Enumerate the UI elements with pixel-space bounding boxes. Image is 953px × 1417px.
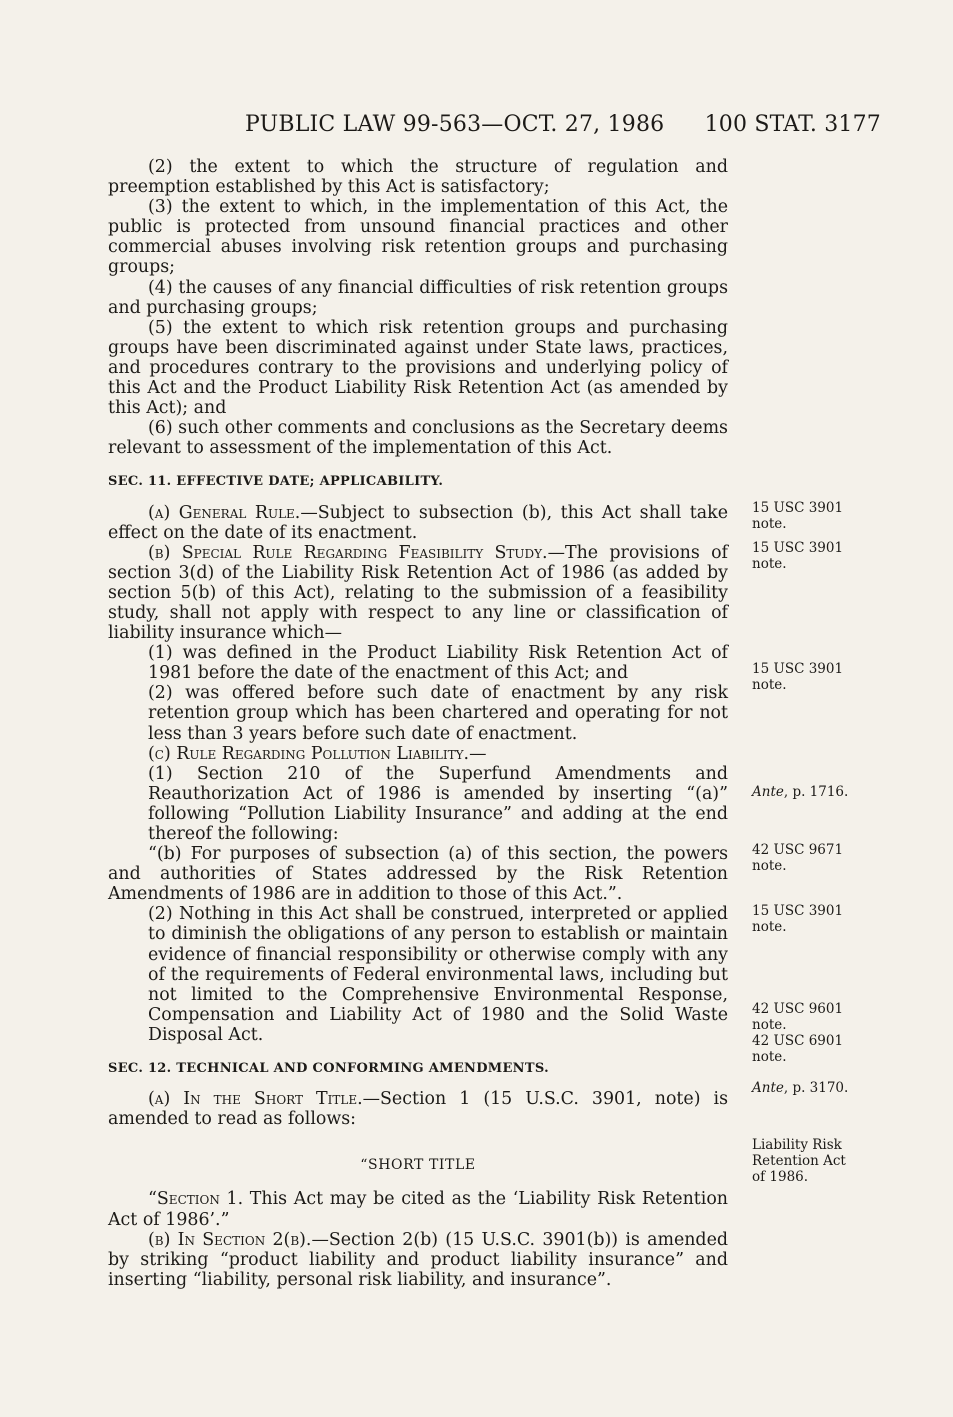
section-heading: SEC. 12. TECHNICAL AND CONFORMING AMENDMENTS. — [108, 1061, 549, 1077]
body-text — [108, 157, 728, 1290]
margin-note: 15 USC 3901 note. — [752, 500, 844, 532]
margin-note: 42 USC 6901 note. — [752, 1033, 844, 1065]
paragraph — [108, 503, 728, 543]
margin-note: 42 USC 9671 note. — [752, 842, 844, 874]
paragraph — [108, 1230, 728, 1290]
paragraph — [108, 1089, 728, 1129]
paragraph: (4) the causes of any financial difficulties of risk retention groups and purchasing groups; — [108, 277, 728, 318]
margin-note: 42 USC 9601 note. — [752, 1001, 844, 1033]
paragraph: (6) such other comments and conclusions as the Secretary deems relevant to assessment of the implementation of this Act. — [108, 418, 728, 459]
quoted-paragraph: “(b) For purposes of subsection (a) of this section, the powers and authorities of States addressed by the Risk Retention Amendments of 1986 are in addition to those of this Act.”. — [108, 844, 728, 905]
subsection-heading: (a) In the Short Title. — [148, 1089, 363, 1110]
margin-note: 15 USC 3901 note. — [752, 903, 844, 935]
paragraph: (2) Nothing in this Act shall be construed, interpreted or applied to diminish the obligations of any person to establish or maintain evidence of financial responsibility or otherwise comply with any of the requirements of Federal environmental laws, including but not limited to the Comprehensive Environmental Response, Compensation and Liability Act of 1980 and the Solid Waste Disposal Act. — [148, 904, 728, 1045]
page-number: 100 STAT. 3177 — [704, 112, 881, 137]
subsection-text: —The provisions of section 3(d) of the Liability Risk Retention Act of 1986 (as added by section 5(b) of this Act), relating to the submission of a feasibility study, shall not apply with respect to any line or classification of liability insurance which— — [108, 542, 728, 644]
paragraph: (1) Section 210 of the Superfund Amendments and Reauthorization Act of 1986 is amended by inserting “(a)” following “Pollution Liability Insurance” and adding at the end thereof the following: — [148, 763, 728, 844]
running-header-title: PUBLIC LAW 99-563—OCT. 27, 1986 — [245, 112, 665, 137]
subsection-text: —Subject to subsection (b), this Act shall take effect on the date of its enactment. — [108, 502, 728, 543]
subsection-heading: (b) Special Rule Regarding Feasibility Study. — [148, 542, 548, 563]
margin-note: Ante, p. 3170. — [752, 1080, 849, 1096]
paragraph: (5) the extent to which risk retention groups and purchasing groups have been discriminated against under State laws, practices, and procedures contrary to the provisions and underlying policy of this Act and the Product Liability Risk Retention Act (as amended by this Act); and — [108, 317, 728, 419]
margin-note: 15 USC 3901 note. — [752, 661, 844, 693]
subsection-text: This Act may be cited as the ‘Liability Risk Retention Act of 1986’.” — [108, 1189, 728, 1230]
paragraph: (3) the extent to which, in the implementation of this Act, the public is protected from unsound financial practices and other commercial abuses involving risk retention groups and purchasing groups; — [108, 197, 728, 278]
paragraph — [108, 744, 728, 764]
subsection-text: — — [469, 743, 487, 764]
subsection-heading: (a) General Rule. — [148, 502, 301, 523]
subsection-heading: (c) Rule Regarding Pollution Liability. — [148, 743, 470, 764]
paragraph: (2) was offered before such date of enactment by any risk retention group which has been chartered and operating for not less than 3 years before such date of enactment. — [148, 683, 728, 744]
margin-note: Ante, p. 1716. — [752, 784, 849, 800]
subsection-heading: (b) In Section 2(b). — [148, 1229, 312, 1250]
margin-note: Liability Risk Retention Act of 1986. — [752, 1137, 846, 1185]
paragraph: (1) was defined in the Product Liability Risk Retention Act of 1981 before the date of the enactment of this Act; and — [148, 643, 728, 684]
paragraph: (2) the extent to which the structure of regulation and preemption established by this Act is satisfactory; — [108, 157, 728, 198]
paragraph — [108, 1189, 728, 1229]
margin-note-italic: Ante — [752, 784, 784, 800]
paragraph — [108, 543, 728, 643]
margin-note-italic: Ante — [752, 1080, 784, 1096]
short-title-heading: “SHORT TITLE — [360, 1157, 476, 1174]
margin-note: 15 USC 3901 note. — [752, 540, 844, 572]
subsection-heading: “Section 1. — [148, 1189, 244, 1210]
section-heading: SEC. 11. EFFECTIVE DATE; APPLICABILITY. — [108, 474, 444, 490]
subsection-text: —Section 1 (15 U.S.C. 3901, note) is amended to read as follows: — [108, 1089, 728, 1130]
subsection-text: —Section 2(b) (15 U.S.C. 3901(b)) is amended by striking “product liability and product liability insurance” and inserting “liability, personal risk liability, and insurance”. — [108, 1229, 728, 1290]
